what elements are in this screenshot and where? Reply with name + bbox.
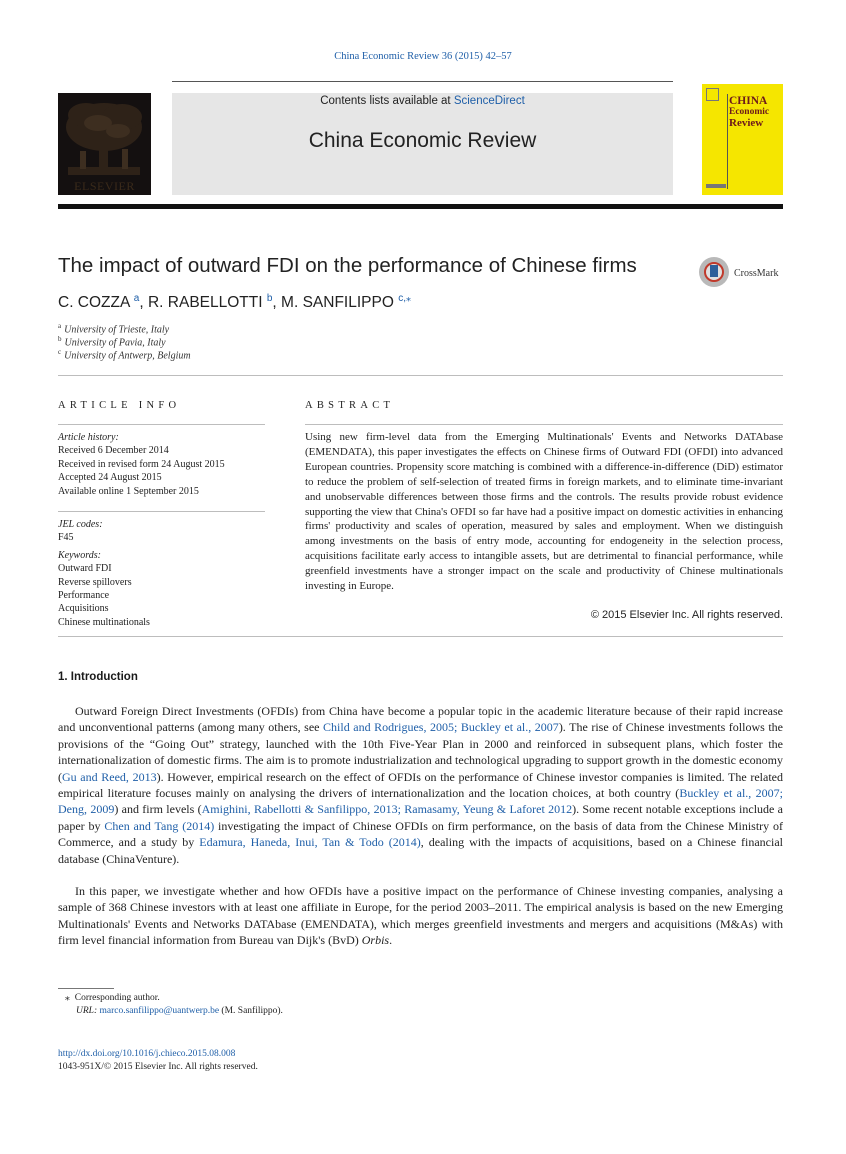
cover-divider (727, 94, 728, 189)
author-list (58, 293, 411, 312)
cover-title (729, 96, 781, 129)
url-suffix: (M. Sanfilippo). (219, 1006, 283, 1017)
paragraph-text: ). Some recent notable exceptions include a paper by (58, 802, 784, 833)
corresponding-author-note (58, 992, 283, 1005)
paragraph-text: ). However, empirical research on the effect of OFDIs on the performance of Chinese investor companies is limited. The related empirical literature focuses mainly on analysing the drivers of internationalization and the location choices, at both country ( (58, 769, 783, 801)
affiliation-text: University of Antwerp, Belgium (64, 350, 191, 362)
article-info-rule (58, 511, 265, 512)
paragraph-text: investigating the impact of Chinese OFDIs on firm performance, on the basis of data from the Chinese Ministry of Commerce, and a study by (58, 818, 784, 850)
citation-link[interactable]: Child and Rodrigues, 2005; Buckley et al., 2007 (323, 720, 559, 735)
paragraph-text: , dealing with the impacts of acquisitions, based on a Chinese financial database (ChinaVenture). (58, 835, 783, 866)
article-title: The impact of outward FDI on the performance of Chinese firms (58, 254, 637, 277)
section-heading-introduction: 1. Introduction (58, 671, 138, 683)
keyword: Chinese multinationals (58, 616, 150, 628)
jel-label: JEL codes: (58, 519, 103, 530)
affiliation-text: University of Trieste, Italy (64, 324, 170, 336)
affiliation-marker: c (58, 348, 62, 356)
abstract-text: Using new firm-level data from the Emerging Multinationals' Events and Networks DATAbase (EMENDATA), this paper investigates the effects on Chinese firms of Outward FDI (OFDI) into advanced European countries. Propensity score matching is combined with a difference-in-difference (DiD) estimator to reduce the problem of self-selection of treated firms in foreign markets, and to eliminate time-invariant and unobservable differences between those firms and the controls. The results provide robust evidence supporting the view that China's OFDI so far have had a positive impact on domestic activities in enhancing firms' productivity and scales of operation, measured by sales and employment. When we distinguish among investments on the basis of entry mode, accounting for endogeneity in the selection process, acquisitions facilitate early access to intangible assets, but are detrimental to financial performance, while greenfield investments have a stronger impact on the scale and productivity of Chinese multinationals investing in Europe. (305, 431, 783, 593)
crossmark-icon[interactable] (699, 257, 729, 287)
history-item: Received 6 December 2014 (58, 445, 169, 457)
section-divider (58, 636, 783, 637)
keywords-label: Keywords: (58, 549, 101, 561)
affiliation (58, 348, 191, 361)
elsevier-logo (58, 93, 151, 195)
paragraph-text: ). The rise of Chinese investments follows the provisions of the “Going Out” strategy, launched with the 10th Five-Year Plan in 2000 and reinforced in subsequent plans, which foster the internationalization of domestic firms. The aim is to promote industrialization and technological upgrading to support growth in the domestic economy ( (58, 720, 784, 784)
author-url-note (76, 1005, 283, 1018)
history-item: Accepted 24 August 2015 (58, 472, 162, 484)
journal-reference-link[interactable]: China Economic Review 36 (2015) 42–57 (334, 51, 512, 62)
contents-availability (172, 95, 673, 107)
citation-link[interactable]: Gu and Reed, 2013 (62, 769, 157, 784)
citation-link[interactable]: Buckley et al., 2007; Deng, 2009 (58, 786, 783, 817)
cover-title-line: Economic (729, 107, 770, 117)
affiliation-text: University of Pavia, Italy (64, 337, 166, 349)
footnote-rule (58, 988, 114, 989)
footnote-marker: ⁎ (65, 993, 70, 1003)
issn-copyright: 1043-951X/© 2015 Elsevier Inc. All rights reserved. (58, 1062, 258, 1073)
crossmark-flag (710, 265, 718, 277)
jel-block (58, 518, 150, 629)
paragraph-text: . (389, 933, 393, 948)
keyword: Reverse spillovers (58, 576, 132, 588)
cover-title-line: Review (729, 117, 764, 129)
url-label: URL: (76, 1006, 98, 1017)
author-name: M. SANFILIPPO (281, 294, 394, 312)
author-separator: , (272, 294, 282, 312)
affiliation (58, 335, 166, 348)
abstract-copyright: © 2015 Elsevier Inc. All rights reserved. (590, 609, 783, 621)
paragraph-text: ) and firm levels ( (114, 802, 202, 817)
abstract-rule (305, 424, 783, 425)
affiliation-marker: a (58, 322, 62, 330)
intro-paragraph (58, 883, 783, 949)
cover-footer-mark (706, 184, 726, 188)
abstract-heading: ABSTRACT (305, 400, 395, 411)
citation-link[interactable]: Edamura, Haneda, Inui, Tan & Todo (2014) (199, 835, 421, 850)
top-rule (172, 81, 673, 82)
paragraph-text: Outward Foreign Direct Investments (OFDIs) from China have become a popular topic in the academic literature because of their rapid increase and unconventional patterns (among many others, see (58, 704, 783, 735)
history-item: Available online 1 September 2015 (58, 485, 199, 497)
author-separator: , (139, 294, 148, 312)
keyword: Acquisitions (58, 603, 109, 615)
author-affiliation-link[interactable]: a (133, 293, 140, 304)
cover-logo-icon (706, 88, 719, 101)
journal-header-box (172, 93, 673, 195)
author-url-link[interactable]: marco.sanfilippo@uantwerp.be (99, 1006, 220, 1017)
elsevier-wordmark: ELSEVIER (74, 179, 135, 193)
sciencedirect-link[interactable]: ScienceDirect (453, 95, 525, 107)
corresponding-author-text: Corresponding author. (74, 993, 160, 1003)
history-item: Received in revised form 24 August 2015 (58, 458, 225, 470)
journal-name: China Economic Review (308, 129, 537, 152)
keyword: Outward FDI (58, 563, 112, 575)
author-name: R. RABELLOTTI (147, 294, 263, 312)
paragraph-text: In this paper, we investigate whether and how OFDIs have a positive impact on the performance of Chinese investing companies, analysing a sample of 368 Chinese investors with at least one affiliate in Europe, for the period 2003–2011. The empirical analysis is based on the new Emerging Multinationals' Events and Networks DATAbase (EMENDATA), which merges greenfield investments and mergers and acquisitions (M&As) with firm level financial information from Bureau van Dijk's (BvD) (58, 884, 783, 948)
article-identifiers (58, 1048, 258, 1075)
contents-prefix: Contents lists available at (320, 95, 454, 107)
citation-link[interactable]: Chen and Tang (2014) (104, 818, 215, 833)
citation-link[interactable]: Amighini, Rabellotti & Sanfilippo, 2013; Ramasamy, Yeung & Laforet 2012 (201, 802, 573, 817)
header-thick-rule (58, 204, 783, 209)
footnote (58, 992, 283, 1019)
crossmark-label[interactable]: CrossMark (734, 268, 779, 279)
article-info-heading: ARTICLE INFO (58, 400, 181, 411)
article-info-rule (58, 424, 265, 425)
cover-title-line: CHINA (729, 95, 768, 107)
intro-paragraph (58, 703, 783, 867)
jel-code: F45 (58, 532, 74, 544)
doi-link[interactable]: http://dx.doi.org/10.1016/j.chieco.2015.08.008 (58, 1049, 236, 1059)
author-affiliation-link[interactable]: c,⁎ (398, 293, 411, 304)
author-affiliation-link[interactable]: b (266, 293, 273, 304)
italic-text: Orbis (361, 933, 390, 948)
article-info (58, 431, 265, 498)
affiliation-marker: b (58, 335, 62, 343)
history-label: Article history: (58, 432, 119, 443)
affiliation (58, 322, 169, 335)
section-divider (58, 375, 783, 376)
author-name: C. COZZA (58, 294, 130, 312)
keyword: Performance (58, 590, 110, 602)
journal-cover[interactable] (702, 84, 783, 195)
